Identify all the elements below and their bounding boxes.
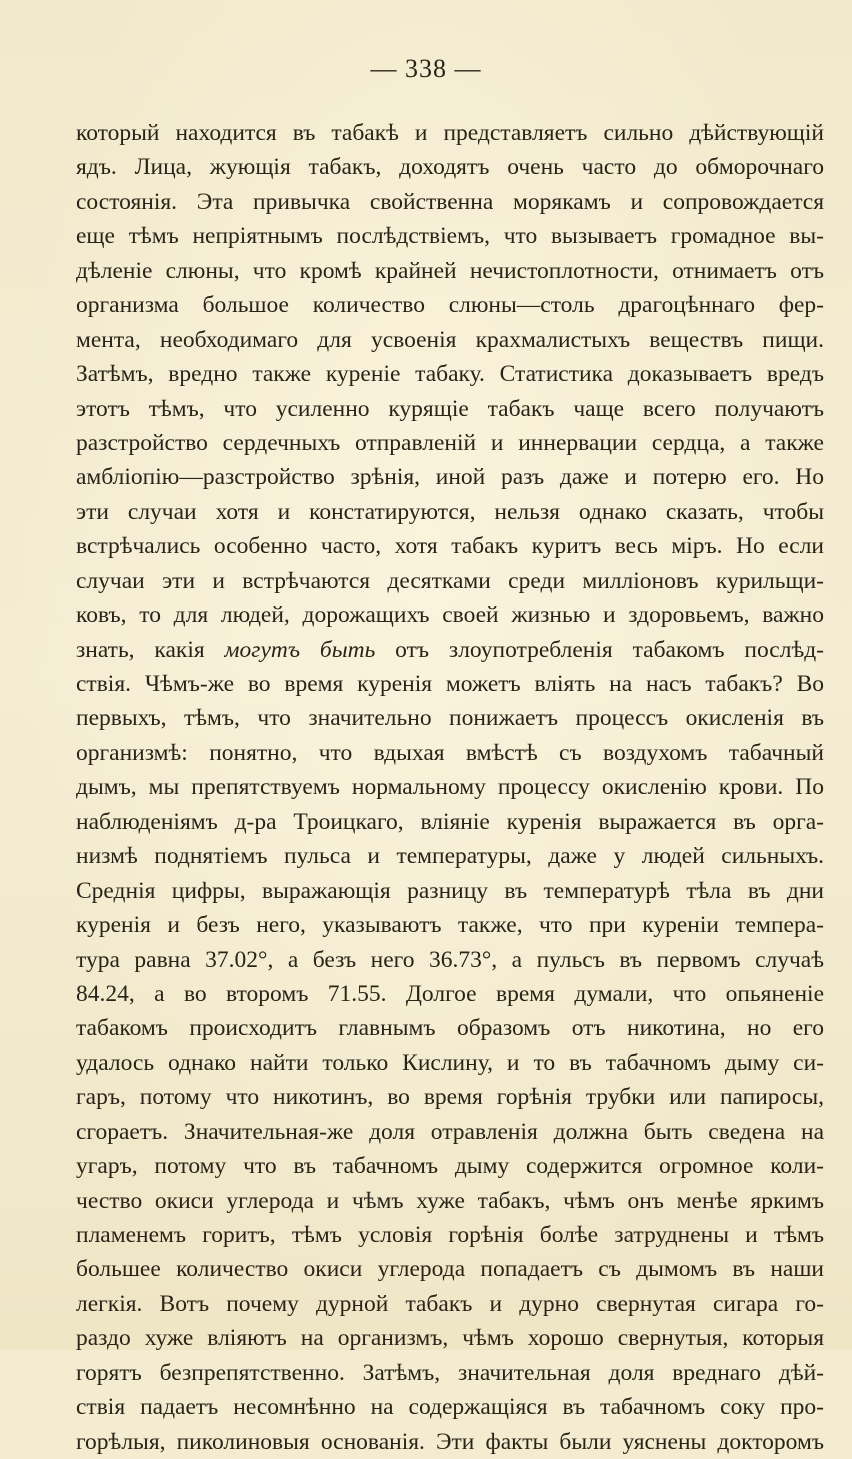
text-run: отъ злоупотребленія табакомъ послѣд-: [375, 636, 824, 663]
text-line: [76, 529, 824, 563]
body-text: [76, 116, 824, 1459]
page-number: — 338 —: [370, 54, 482, 83]
text-run: случаи эти и встрѣчаются десятками среди милліоновъ курильщи-: [76, 567, 824, 594]
text-line: [76, 116, 824, 150]
text-line: [76, 770, 824, 804]
text-run: чество окиси углерода и чѣмъ хуже табакъ, чѣмъ онъ менѣе яркимъ: [76, 1187, 824, 1214]
text-run: тура равна 37.02°, а безъ него 36.73°, а пульсъ въ первомъ случаѣ: [76, 946, 824, 973]
text-run: ковъ, то для людей, дорожащихъ своей жизнью и здоровьемъ, важно: [76, 602, 824, 629]
text-run: первыхъ, тѣмъ, что значительно понижаетъ процессъ окисленія въ: [76, 705, 824, 732]
text-run: легкія. Вотъ почему дурной табакъ и дурно свернутая сигара го-: [76, 1290, 824, 1317]
text-line: [76, 943, 824, 977]
text-run: большее количество окиси углерода попадаетъ съ дымомъ въ наши: [76, 1256, 824, 1283]
text-line: [76, 1252, 824, 1286]
text-line: [76, 633, 824, 667]
text-run: дымъ, мы препятствуемъ нормальному процессу окисленію крови. По: [76, 774, 824, 801]
text-line: [76, 1080, 824, 1114]
text-line: [76, 736, 824, 770]
text-run: гаръ, потому что никотинъ, во время горѣнія трубки или папиросы,: [76, 1084, 824, 1111]
text-line: [76, 357, 824, 391]
italic-run: могутъ быть: [224, 636, 376, 663]
text-run: горѣлыя, пиколиновыя основанія. Эти факты были уяснены докторомъ: [76, 1428, 824, 1455]
text-run: амбліопію—разстройство зрѣнія, иной разъ даже и потерю его. Но: [76, 464, 824, 491]
text-line: [76, 426, 824, 460]
text-line: [76, 219, 824, 253]
text-run: ядъ. Лица, жующія табакъ, доходятъ очень часто до обморочнаго: [76, 154, 824, 181]
text-run: знать, какія: [76, 636, 225, 663]
text-line: [76, 1011, 824, 1045]
text-line: [76, 495, 824, 529]
text-line: [76, 1218, 824, 1252]
text-run: пламенемъ горитъ, тѣмъ условія горѣнія болѣе затруднены и тѣмъ: [76, 1222, 824, 1248]
text-run: который находится въ табакѣ и представляетъ сильно дѣйствующій: [76, 120, 824, 146]
text-run: ствія. Чѣмъ-же во время куренія можетъ вліять на насъ табакъ? Во: [76, 671, 824, 697]
text-line: [76, 1149, 824, 1183]
text-line: [76, 1184, 824, 1218]
text-run: организма большое количество слюны—столь драгоцѣннаго фер-: [76, 292, 824, 319]
text-run: сгораетъ. Значительная-же доля отравленія должна быть сведена на: [76, 1118, 824, 1145]
text-line: [76, 185, 824, 219]
text-run: мента, необходимаго для усвоенія крахмалистыхъ веществъ пищи.: [76, 326, 824, 353]
text-line: [76, 1390, 824, 1424]
text-line: [76, 1321, 824, 1355]
text-line: [76, 1356, 824, 1390]
text-run: раздо хуже вліяютъ на организмъ, чѣмъ хорошо свернутыя, которыя: [76, 1325, 824, 1352]
text-run: встрѣчались особенно часто, хотя табакъ куритъ весь міръ. Но если: [76, 533, 824, 560]
text-line: [76, 874, 824, 908]
text-line: [76, 150, 824, 184]
text-line: [76, 254, 824, 288]
text-run: ствія падаетъ несомнѣнно на содержащіяся въ табачномъ соку про-: [76, 1394, 824, 1421]
text-line: [76, 908, 824, 942]
text-line: [76, 1115, 824, 1149]
text-run: организмѣ: понятно, что вдыхая вмѣстѣ съ воздухомъ табачный: [76, 739, 824, 766]
text-line: [76, 977, 824, 1011]
text-run: Среднія цифры, выражающія разницу въ температурѣ тѣла въ дни: [76, 877, 824, 904]
text-run: состоянія. Эта привычка свойственна морякамъ и сопровождается: [76, 188, 824, 215]
text-run: разстройство сердечныхъ отправленій и иннервации сердца, а также: [76, 429, 824, 456]
text-run: куренія и безъ него, указываютъ также, что при куреніи темпера-: [76, 912, 824, 939]
text-line: [76, 288, 824, 322]
text-run: горятъ безпрепятственно. Затѣмъ, значительная доля вреднаго дѣй-: [76, 1359, 824, 1386]
text-run: табакомъ происходитъ главнымъ образомъ отъ никотина, но его: [76, 1015, 824, 1042]
text-line: [76, 1287, 824, 1321]
text-run: наблюденіямъ д-ра Троицкаго, вліяніе куренія выражается въ орга-: [76, 808, 824, 835]
text-line: [76, 839, 824, 873]
text-run: низмѣ поднятіемъ пульса и температуры, даже у людей сильныхъ.: [76, 843, 824, 870]
text-run: угаръ, потому что въ табачномъ дыму содержится огромное коли-: [76, 1153, 824, 1180]
text-run: еще тѣмъ непріятнымъ послѣдствіемъ, что вызываетъ громадное вы-: [76, 223, 824, 250]
text-run: этотъ тѣмъ, что усиленно курящіе табакъ чаще всего получаютъ: [76, 395, 824, 422]
text-line: [76, 701, 824, 735]
text-line: [76, 598, 824, 632]
text-line: [76, 564, 824, 598]
text-line: [76, 392, 824, 426]
text-run: дѣленіе слюны, что кромѣ крайней нечистоплотности, отнимаетъ отъ: [76, 257, 824, 284]
text-line: [76, 1425, 824, 1459]
text-run: эти случаи хотя и констатируются, нельзя однако сказать, чтобы: [76, 498, 824, 525]
text-line: [76, 805, 824, 839]
text-run: удалось однако найти только Кислину, и то въ табачномъ дыму си-: [76, 1049, 824, 1076]
text-line: [76, 1046, 824, 1080]
text-line: [76, 667, 824, 701]
text-line: [76, 323, 824, 357]
text-line: [76, 460, 824, 494]
text-run: Затѣмъ, вредно также куреніе табаку. Статистика доказываетъ вредъ: [76, 361, 824, 388]
text-run: 84.24, а во второмъ 71.55. Долгое время думали, что опьяненіе: [76, 980, 824, 1007]
